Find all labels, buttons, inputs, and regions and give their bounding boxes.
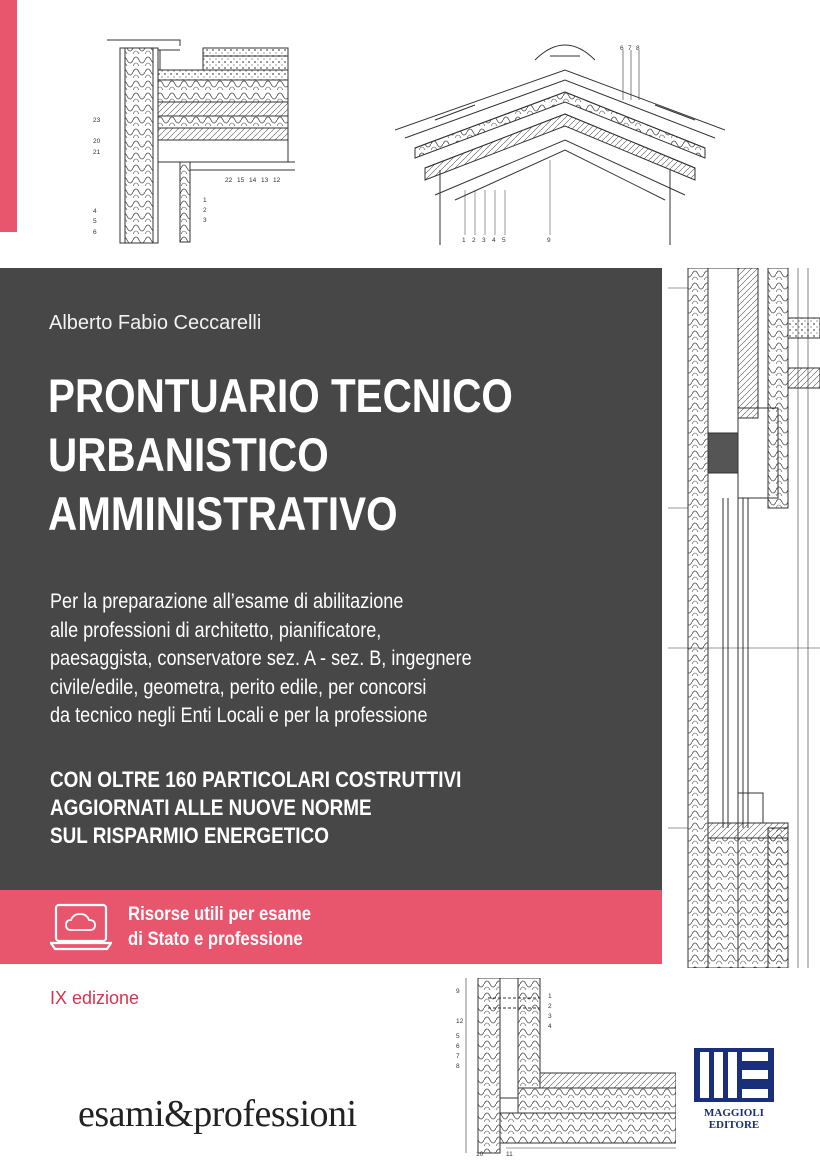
edition-label: IX edizione xyxy=(50,988,140,1008)
drawing-label: 8 xyxy=(456,1063,460,1070)
publisher-line: EDITORE xyxy=(708,1119,760,1131)
drawing-label: 3 xyxy=(482,237,486,244)
drawing-label: 4 xyxy=(548,1023,552,1030)
drawing-label: 23 xyxy=(93,117,101,124)
feature-line: AGGIORNATI ALLE NUOVE NORME xyxy=(50,795,372,820)
title-line: PRONTUARIO TECNICO xyxy=(48,369,513,422)
drawing-label: 13 xyxy=(261,177,269,184)
drawing-label: 2 xyxy=(548,1003,552,1010)
description-line: da tecnico negli Enti Locali e per la professione xyxy=(50,704,428,727)
drawing-label: 14 xyxy=(249,177,257,184)
wall-roof-detail-drawing xyxy=(85,30,295,245)
drawing-label: 4 xyxy=(492,237,496,244)
drawing-label: 1 xyxy=(203,197,207,204)
drawing-label: 3 xyxy=(203,217,207,224)
drawing-label: 10 xyxy=(476,1151,484,1158)
drawing-label: 5 xyxy=(93,218,97,225)
description-line: civile/edile, geometra, perito edile, per concorsi xyxy=(50,675,427,699)
laptop-cloud-icon xyxy=(50,903,112,951)
drawing-label: 7 xyxy=(628,45,632,52)
drawing-label: 2 xyxy=(203,207,207,214)
roof-ridge-drawing xyxy=(395,30,725,250)
drawing-label: 4 xyxy=(93,208,97,215)
drawing-label: 9 xyxy=(456,988,460,995)
description-line: paesaggista, conservatore sez. A - sez. B, ingegnere xyxy=(50,647,472,670)
title-line: AMMINISTRATIVO xyxy=(48,487,398,540)
resources-line: Risorse utili per esame xyxy=(128,904,312,925)
resources-text xyxy=(128,902,410,952)
drawing-label: 22 xyxy=(225,177,233,184)
drawing-label: 15 xyxy=(237,177,245,184)
drawing-label: 20 xyxy=(93,138,101,145)
feature-line: CON OLTRE 160 PARTICOLARI COSTRUTTIVI xyxy=(50,767,462,792)
drawing-label: 1 xyxy=(462,237,466,244)
book-description xyxy=(50,588,635,731)
description-line: Per la preparazione all’esame di abilitazione xyxy=(50,590,404,613)
drawing-label: 6 xyxy=(93,229,97,236)
drawing-label: 12 xyxy=(456,1018,464,1025)
maggioli-logo-icon xyxy=(694,1048,774,1102)
accent-strip xyxy=(0,0,17,232)
book-title xyxy=(48,366,650,543)
drawing-label: 9 xyxy=(547,237,551,244)
drawing-label: 6 xyxy=(620,45,624,52)
feature-callout xyxy=(50,766,652,850)
drawing-label: 21 xyxy=(93,149,101,156)
drawing-label: 6 xyxy=(456,1043,460,1050)
publisher-logo xyxy=(694,1048,774,1131)
drawing-label: 2 xyxy=(472,237,476,244)
title-line: URBANISTICO xyxy=(48,428,329,481)
feature-line: SUL RISPARMIO ENERGETICO xyxy=(50,823,329,848)
drawing-label: 5 xyxy=(502,237,506,244)
drawing-label: 8 xyxy=(636,45,640,52)
drawing-label: 5 xyxy=(456,1033,460,1040)
series-name: esami&professioni xyxy=(78,1093,357,1135)
drawing-label: 1 xyxy=(548,993,552,1000)
publisher-line: MAGGIOLI xyxy=(704,1107,764,1119)
author-name: Alberto Fabio Ceccarelli xyxy=(49,312,262,334)
foundation-detail-drawing xyxy=(448,978,676,1158)
drawing-label: 7 xyxy=(456,1053,460,1060)
publisher-name xyxy=(694,1107,774,1131)
description-line: alle professioni di architetto, pianificatore, xyxy=(50,618,382,642)
drawing-label: 11 xyxy=(506,1151,513,1158)
wall-window-section-drawing xyxy=(668,268,820,968)
drawing-label: 12 xyxy=(273,177,281,184)
drawing-label: 3 xyxy=(548,1013,552,1020)
resources-line: di Stato e professione xyxy=(128,929,303,950)
